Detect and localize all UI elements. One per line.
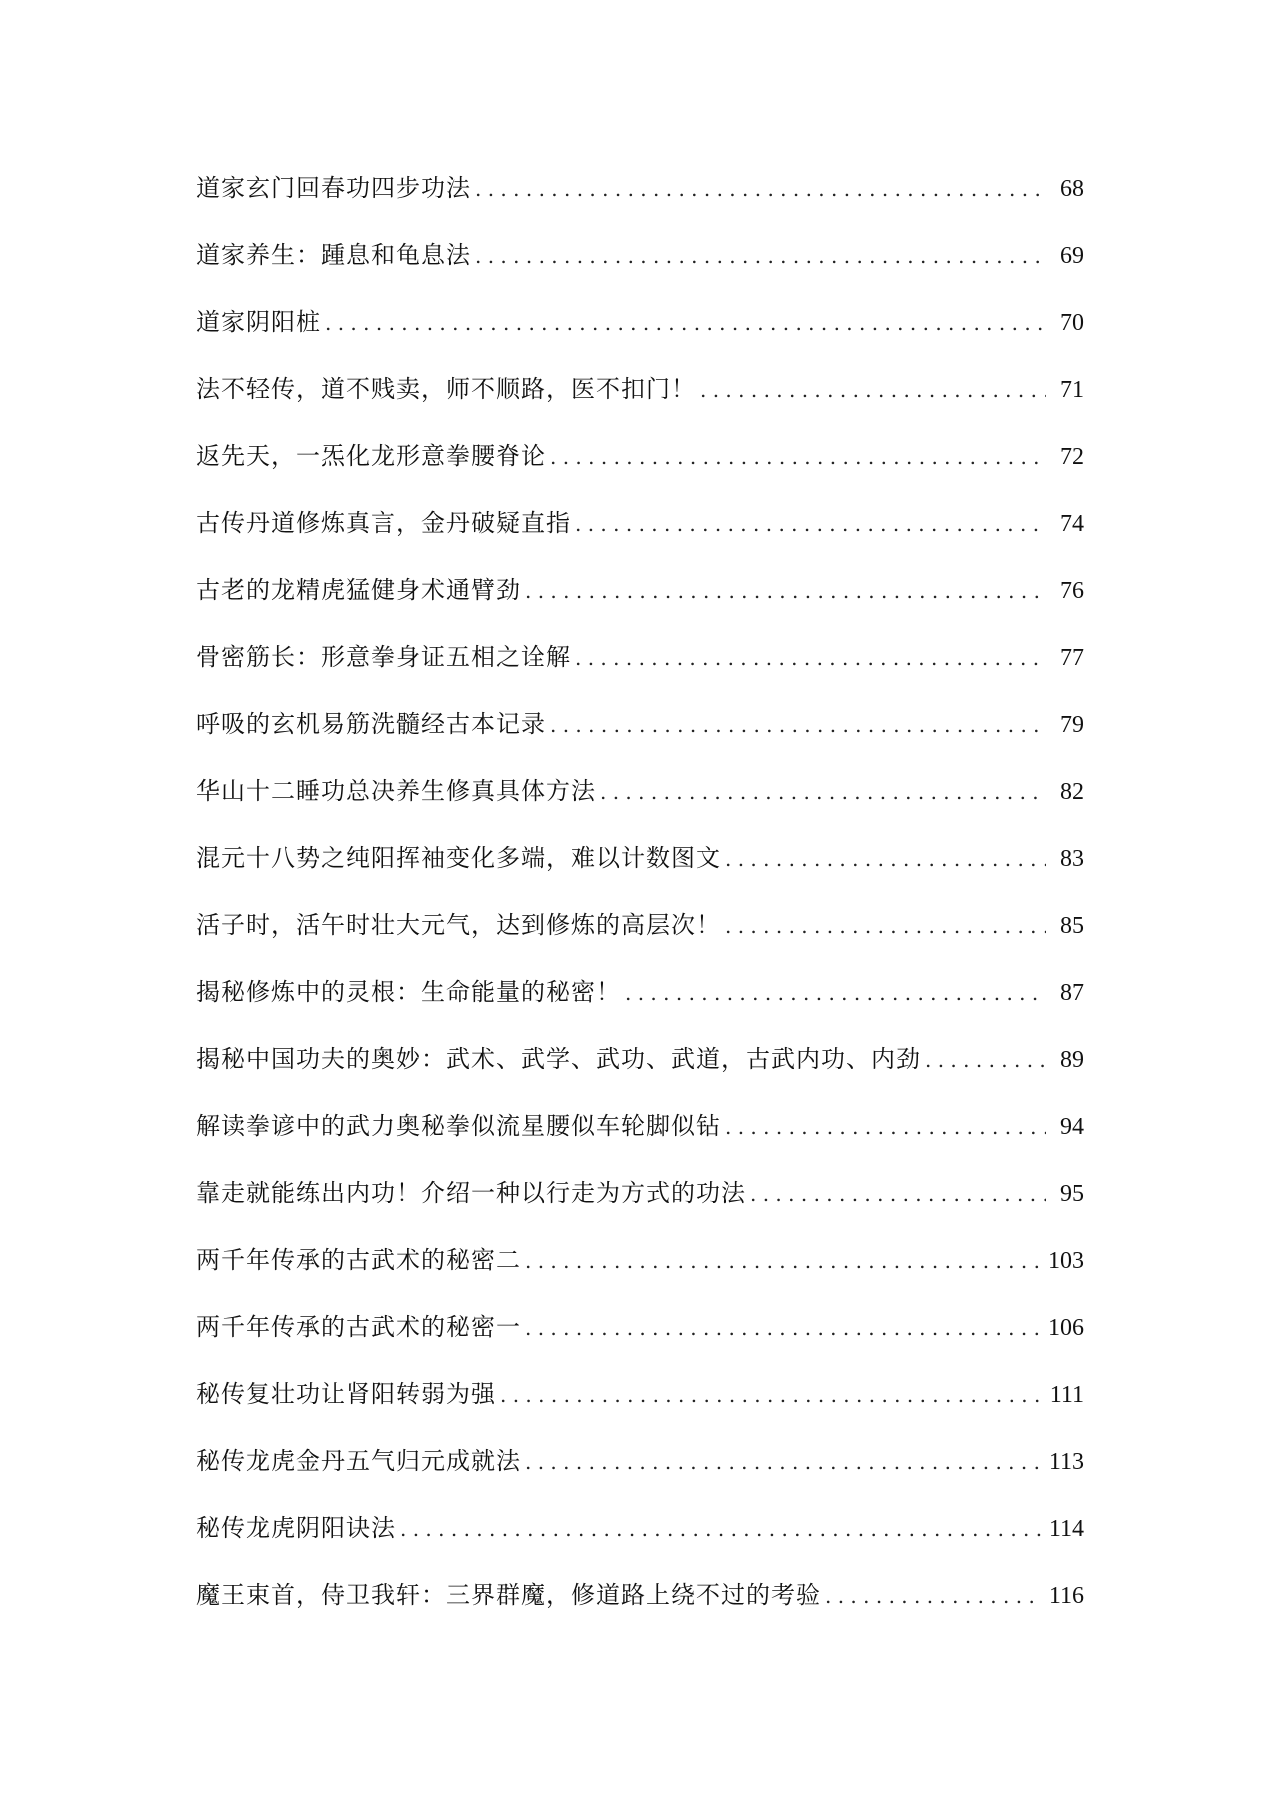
toc-entry-title: 骨密筋长：形意拳身证五相之诠解: [196, 643, 571, 671]
toc-entry-title: 道家玄门回春功四步功法: [196, 174, 471, 202]
dot-leader: [725, 837, 1046, 881]
toc-entry-page: 68: [1060, 176, 1084, 202]
toc-entry-title: 道家养生：踵息和龟息法: [196, 241, 471, 269]
toc-entry-page: 70: [1060, 310, 1084, 336]
toc-entry-title: 秘传复壮功让肾阳转弱为强: [196, 1380, 496, 1408]
dot-leader: [825, 1574, 1041, 1618]
toc-entry[interactable]: [196, 300, 1084, 367]
toc-entry[interactable]: [196, 434, 1084, 501]
dot-leader: [525, 1239, 1040, 1283]
toc-entry-page: 79: [1060, 712, 1084, 738]
toc-entry[interactable]: [196, 836, 1084, 903]
toc-entry-title: 揭秘中国功夫的奥妙：武术、武学、武功、武道，古武内功、内劲: [196, 1045, 921, 1073]
dot-leader: [600, 770, 1046, 814]
toc-entry-title: 魔王束首，侍卫我轩：三界群魔，修道路上绕不过的考验: [196, 1581, 821, 1609]
toc-entry[interactable]: [196, 367, 1084, 434]
dot-leader: [550, 703, 1046, 747]
toc-entry-title: 两千年传承的古武术的秘密二: [196, 1246, 521, 1274]
toc-entry-title: 呼吸的玄机易筋洗髓经古本记录: [196, 710, 546, 738]
toc-entry-page: 85: [1060, 913, 1084, 939]
toc-entry[interactable]: [196, 1305, 1084, 1372]
toc-entry-title: 古传丹道修炼真言，金丹破疑直指: [196, 509, 571, 537]
toc-entry-page: 111: [1049, 1382, 1084, 1408]
toc-entry-page: 113: [1048, 1449, 1084, 1475]
toc-entry-title: 返先天，一炁化龙形意拳腰脊论: [196, 442, 546, 470]
dot-leader: [750, 1172, 1046, 1216]
table-of-contents: [196, 166, 1084, 1640]
toc-entry-page: 106: [1048, 1315, 1084, 1341]
toc-entry-page: 83: [1060, 846, 1084, 872]
toc-entry-page: 76: [1060, 578, 1084, 604]
toc-entry-title: 揭秘修炼中的灵根：生命能量的秘密！: [196, 978, 621, 1006]
dot-leader: [525, 1306, 1040, 1350]
toc-entry-title: 古老的龙精虎猛健身术通臂劲: [196, 576, 521, 604]
dot-leader: [325, 301, 1046, 345]
toc-entry[interactable]: [196, 1372, 1084, 1439]
toc-entry-page: 89: [1060, 1047, 1084, 1073]
toc-entry-page: 103: [1048, 1248, 1084, 1274]
dot-leader: [575, 502, 1046, 546]
toc-entry[interactable]: [196, 970, 1084, 1037]
toc-entry-page: 71: [1060, 377, 1084, 403]
dot-leader: [700, 368, 1046, 412]
toc-entry-title: 混元十八势之纯阳挥袖变化多端，难以计数图文: [196, 844, 721, 872]
toc-entry-page: 74: [1060, 511, 1084, 537]
toc-entry-page: 69: [1060, 243, 1084, 269]
toc-entry[interactable]: [196, 1104, 1084, 1171]
toc-entry-page: 95: [1060, 1181, 1084, 1207]
dot-leader: [575, 636, 1046, 680]
dot-leader: [725, 904, 1046, 948]
toc-entry[interactable]: [196, 568, 1084, 635]
toc-entry-title: 两千年传承的古武术的秘密一: [196, 1313, 521, 1341]
dot-leader: [500, 1373, 1042, 1417]
toc-entry[interactable]: [196, 233, 1084, 300]
toc-entry[interactable]: [196, 1238, 1084, 1305]
toc-entry[interactable]: [196, 1037, 1084, 1104]
toc-entry[interactable]: [196, 1573, 1084, 1640]
dot-leader: [475, 234, 1046, 278]
toc-entry-page: 116: [1048, 1583, 1084, 1609]
toc-entry-page: 114: [1048, 1516, 1084, 1542]
toc-entry[interactable]: [196, 166, 1084, 233]
dot-leader: [525, 569, 1046, 613]
dot-leader: [925, 1038, 1046, 1082]
toc-entry-title: 秘传龙虎金丹五气归元成就法: [196, 1447, 521, 1475]
toc-entry[interactable]: [196, 903, 1084, 970]
toc-entry-title: 解读拳谚中的武力奥秘拳似流星腰似车轮脚似钻: [196, 1112, 721, 1140]
toc-entry-page: 82: [1060, 779, 1084, 805]
dot-leader: [625, 971, 1046, 1015]
toc-entry-title: 秘传龙虎阴阳诀法: [196, 1514, 396, 1542]
toc-entry[interactable]: [196, 1439, 1084, 1506]
toc-entry[interactable]: [196, 769, 1084, 836]
toc-entry[interactable]: [196, 702, 1084, 769]
dot-leader: [550, 435, 1046, 479]
dot-leader: [475, 167, 1046, 211]
toc-entry-title: 法不轻传，道不贱卖，师不顺路，医不扣门！: [196, 375, 696, 403]
dot-leader: [400, 1507, 1041, 1551]
dot-leader: [725, 1105, 1046, 1149]
toc-entry[interactable]: [196, 1171, 1084, 1238]
toc-entry-title: 道家阴阳桩: [196, 308, 321, 336]
toc-entry-page: 77: [1060, 645, 1084, 671]
toc-entry-title: 活子时，活午时壮大元气，达到修炼的高层次！: [196, 911, 721, 939]
toc-entry-page: 87: [1060, 980, 1084, 1006]
dot-leader: [525, 1440, 1041, 1484]
toc-entry-page: 94: [1060, 1114, 1084, 1140]
toc-entry[interactable]: [196, 1506, 1084, 1573]
toc-entry-title: 靠走就能练出内功！介绍一种以行走为方式的功法: [196, 1179, 746, 1207]
toc-entry-page: 72: [1060, 444, 1084, 470]
toc-entry[interactable]: [196, 501, 1084, 568]
toc-entry-title: 华山十二睡功总决养生修真具体方法: [196, 777, 596, 805]
toc-entry[interactable]: [196, 635, 1084, 702]
